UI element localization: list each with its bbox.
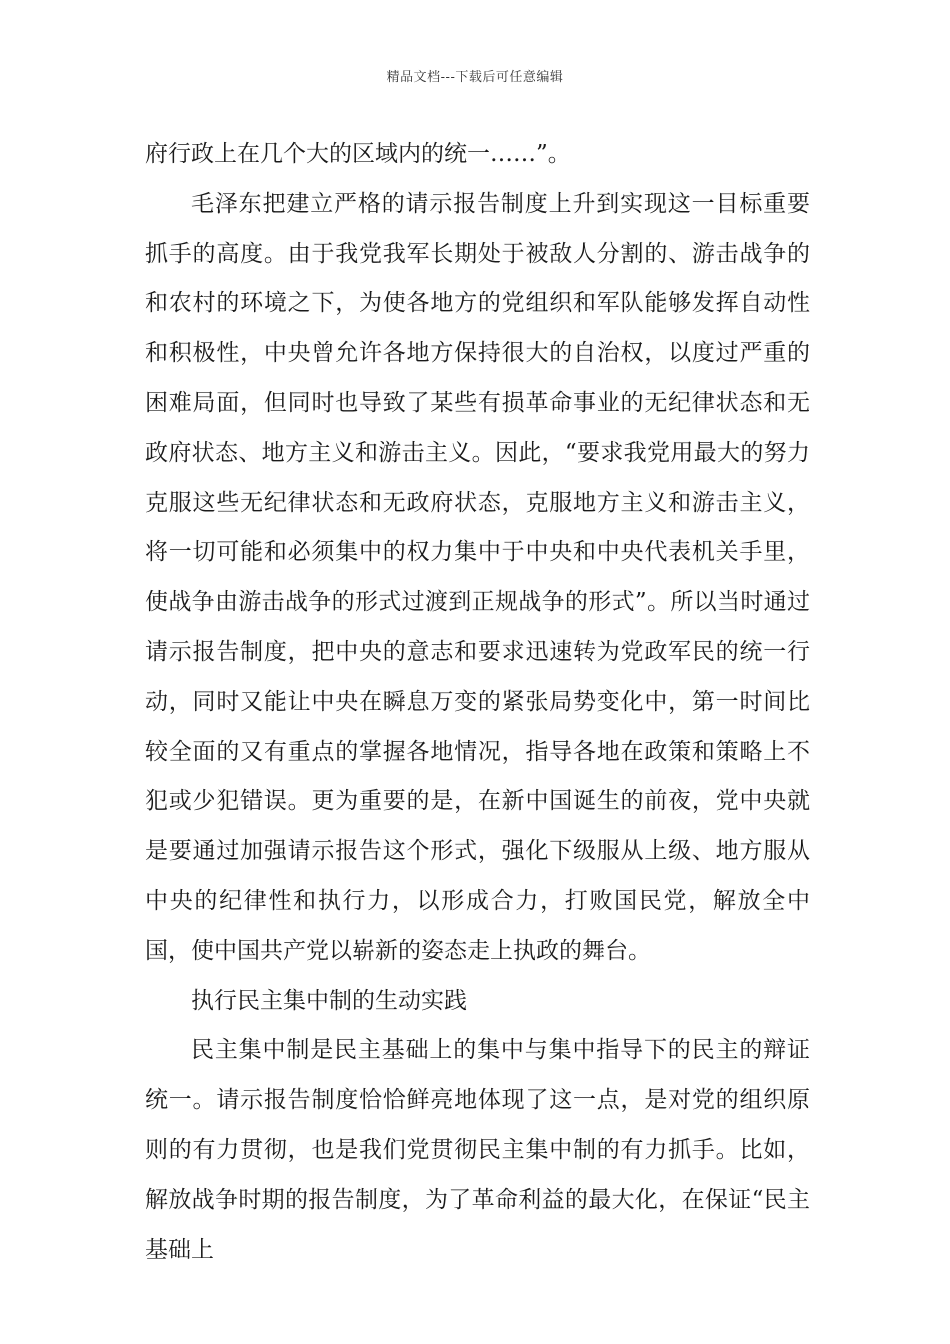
page-header: 精品文档---下载后可任意编辑	[386, 70, 564, 85]
paragraph-body: 民主集中制是民主基础上的集中与集中指导下的民主的辩证统一。请示报告制度恰恰鲜亮地体现了这一点，是对党的组织原则的有力贯彻，也是我们党贯彻民主集中制的有力抓手。比如，解放战争时期的报告制度，为了革命利益的最大化，在保证“民主基础上	[145, 1037, 810, 1263]
paragraph-body: 毛泽东把建立严格的请示报告制度上升到实现这一目标重要抓手的高度。由于我党我军长期处于被敌人分割的、游击战争的和农村的环境之下，为使各地方的党组织和军队能够发挥自动性和积极性，中央曾允许各地方保持很大的自治权，以度过严重的困难局面，但同时也导致了某些有损革命事业的无纪律状态和无政府状态、地方主义和游击主义。因此，“要求我党用最大的努力克服这些无纪律状态和无政府状态，克服地方主义和游击主义，将一切可能和必须集中的权力集中于中央和中央代表机关手里，使战争由游击战争的形式过渡到正规战争的形式”。所以当时通过请示报告制度，把中央的意志和要求迅速转为党政军民的统一行动，同时又能让中央在瞬息万变的紧张局势变化中，第一时间比较全面的又有重点的掌握各地情况，指导各地在政策和策略上不犯或少犯错误。更为重要的是，在新中国诞生的前夜，党中央就是要通过加强请示报告这个形式，强化下级服从上级、地方服从中央的纪律性和执行力，以形成合力，打败国民党，解放全中国，使中国共产党以崭新的姿态走上执政的舞台。	[145, 190, 810, 964]
section-heading: 执行民主集中制的生动实践	[191, 987, 467, 1014]
document-body	[145, 130, 810, 1275]
paragraph-continuation: 府行政上在几个大的区域内的统一……”。	[145, 141, 571, 167]
